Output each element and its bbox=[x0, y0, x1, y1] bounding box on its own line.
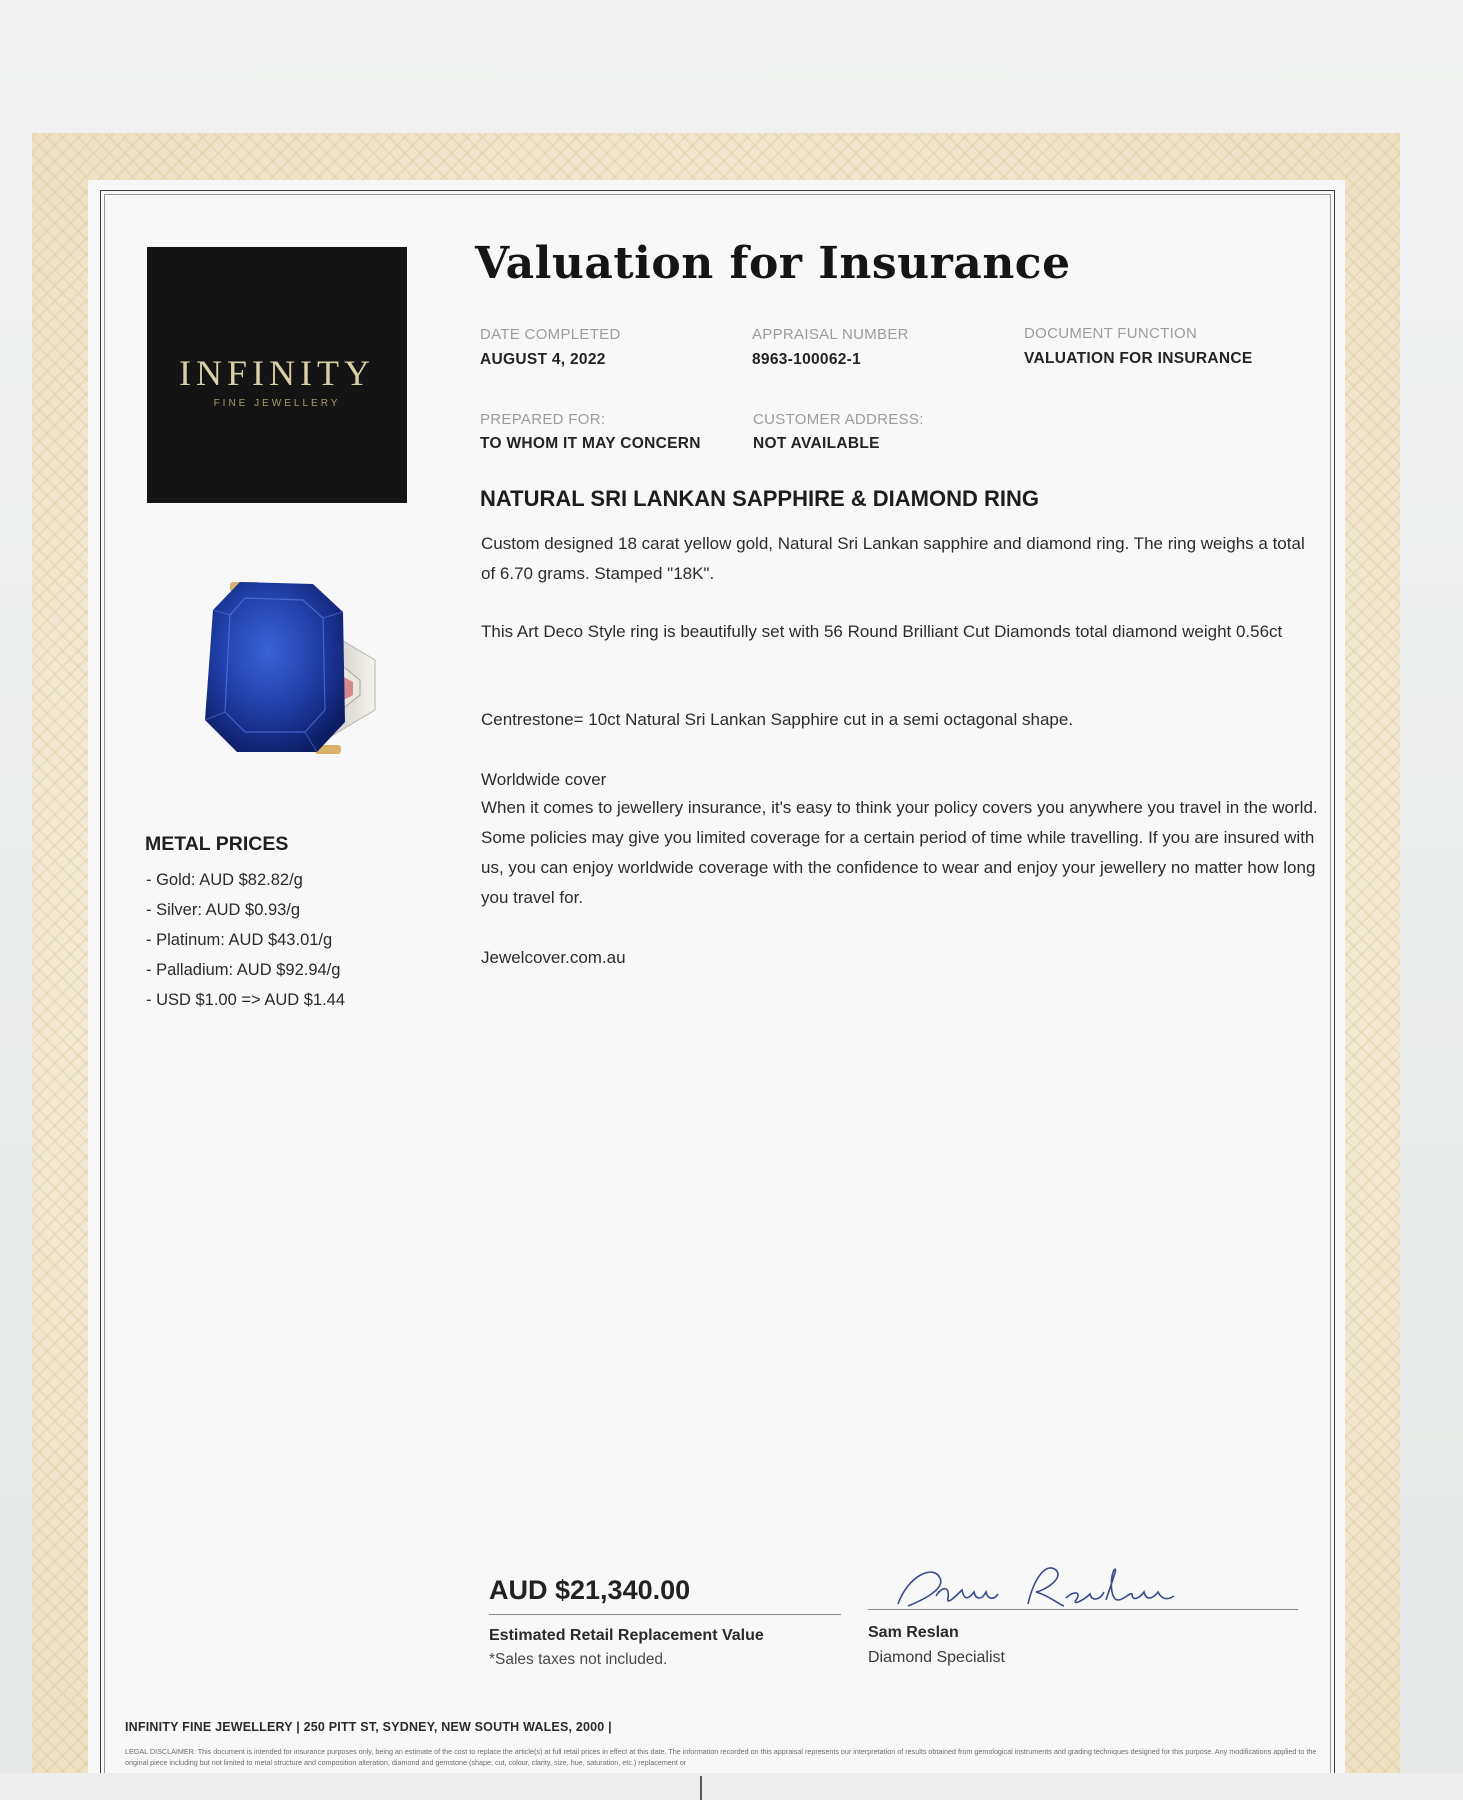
ring-photo bbox=[185, 570, 385, 770]
metal-prices-title: METAL PRICES bbox=[145, 833, 289, 855]
metal-prices-list bbox=[146, 865, 345, 1015]
logo-brand: INFINITY bbox=[179, 352, 375, 393]
footer-address: INFINITY FINE JEWELLERY | 250 PITT ST, SYDNEY, NEW SOUTH WALES, 2000 | bbox=[125, 1720, 612, 1734]
valuation-label: Estimated Retail Replacement Value bbox=[489, 1627, 764, 1644]
date-completed-value: AUGUST 4, 2022 bbox=[480, 351, 606, 368]
logo-subtitle: FINE JEWELLERY bbox=[213, 397, 341, 409]
legal-disclaimer: LEGAL DISCLAIMER: This document is intended for insurance purposes only, being an estimate of the cost to replace the article(s) at full retail prices in effect at this date. The information recorded on this appraisal represents our interpretation of results obtained from gemological instruments and grading techniques designed for this purpose. Any modifications applied to the original piece including but not limited to metal structure and composition alteration, diamond and gemstone (shape, cut, colour, clarity, size, hue, saturation, etc.) replacement or bbox=[125, 1747, 1317, 1767]
description-paragraph-3: Centrestone= 10ct Natural Sri Lankan Sapphire cut in a semi octagonal shape. bbox=[481, 710, 1074, 729]
signature-divider bbox=[868, 1609, 1298, 1610]
metal-price-platinum: - Platinum: AUD $43.01/g bbox=[146, 931, 333, 949]
metal-price-silver: - Silver: AUD $0.93/g bbox=[146, 901, 301, 919]
customer-address-value: NOT AVAILABLE bbox=[753, 435, 880, 452]
prepared-for-label: PREPARED FOR: bbox=[480, 411, 606, 428]
cover-heading: Worldwide cover bbox=[481, 770, 607, 789]
appraisal-number-label: APPRAISAL NUMBER bbox=[752, 326, 909, 343]
website-text: Jewelcover.com.au bbox=[481, 948, 626, 967]
valuation-divider bbox=[489, 1614, 841, 1615]
metal-price-palladium: - Palladium: AUD $92.94/g bbox=[146, 961, 341, 979]
document-function-value: VALUATION FOR INSURANCE bbox=[1024, 350, 1253, 367]
signatory-title: Diamond Specialist bbox=[868, 1649, 1005, 1666]
bottom-tab-mark bbox=[700, 1776, 702, 1800]
valuation-amount: AUD $21,340.00 bbox=[489, 1575, 691, 1605]
item-title: NATURAL SRI LANKAN SAPPHIRE & DIAMOND RING bbox=[480, 486, 1039, 511]
description-paragraph-2: This Art Deco Style ring is beautifully set with 56 Round Brilliant Cut Diamonds total diamond weight 0.56ct bbox=[481, 622, 1283, 641]
valuation-note: *Sales taxes not included. bbox=[489, 1651, 668, 1668]
prepared-for-value: TO WHOM IT MAY CONCERN bbox=[480, 435, 701, 452]
exchange-rate: - USD $1.00 => AUD $1.44 bbox=[146, 991, 346, 1009]
company-logo bbox=[147, 247, 407, 503]
date-completed-label: DATE COMPLETED bbox=[480, 326, 621, 343]
document-function-label: DOCUMENT FUNCTION bbox=[1024, 325, 1198, 342]
signature-image bbox=[878, 1556, 1198, 1616]
bottom-strip bbox=[0, 1773, 1463, 1800]
document-title: Valuation for Insurance bbox=[475, 238, 1071, 289]
customer-address-label: CUSTOMER ADDRESS: bbox=[753, 411, 924, 428]
metal-price-gold: - Gold: AUD $82.82/g bbox=[146, 871, 303, 889]
description-paragraph-1: Custom designed 18 carat yellow gold, Natural Sri Lankan sapphire and diamond ring. The ring weighs a total of 6.70 grams. Stamped "18K". bbox=[481, 534, 1305, 583]
cover-text: When it comes to jewellery insurance, it's easy to think your policy covers you anywhere you travel in the world. Some policies may give you limited coverage for a certain period of time while travelling. If you are insured with us, you can enjoy worldwide coverage with the confidence to wear and enjoy your jewellery no matter how long you travel for. bbox=[481, 798, 1318, 907]
appraisal-number-value: 8963-100062-1 bbox=[752, 351, 862, 368]
signatory-name: Sam Reslan bbox=[868, 1624, 959, 1641]
